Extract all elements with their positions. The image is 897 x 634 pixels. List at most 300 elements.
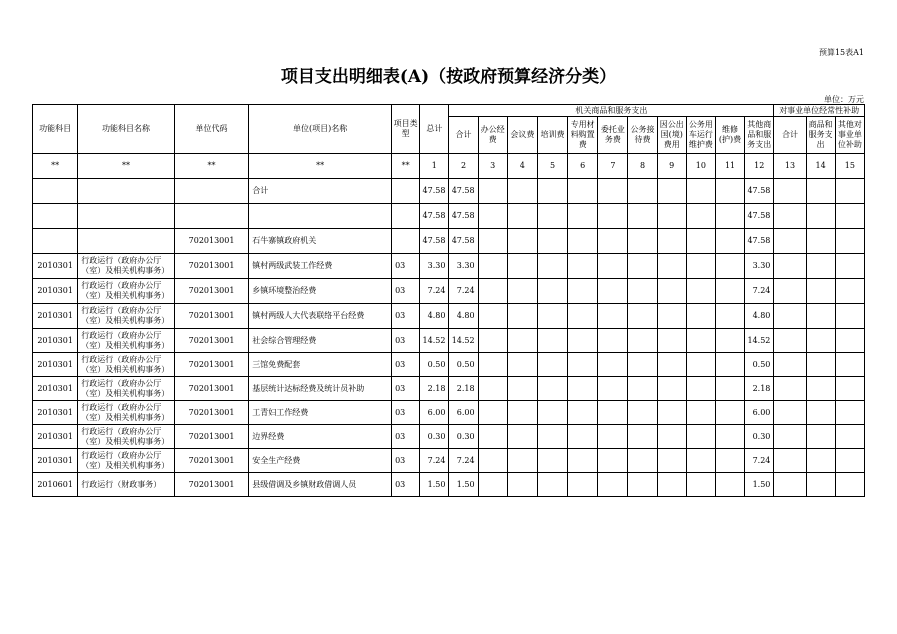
- empty-cell: [657, 473, 686, 497]
- index-cell: 1: [420, 154, 449, 179]
- empty-cell: [806, 329, 835, 353]
- empty-cell: [835, 449, 864, 473]
- empty-cell: [568, 353, 598, 377]
- empty-cell: [628, 179, 657, 204]
- empty-cell: [774, 279, 806, 304]
- header-goods-col: 合计: [449, 117, 478, 154]
- total-cell: 6.00: [420, 401, 449, 425]
- empty-cell: [686, 377, 715, 401]
- empty-cell: [835, 229, 864, 254]
- func-name-cell: 行政运行（政府办公厅（室）及相关机构事务）: [78, 377, 175, 401]
- empty-cell: [598, 279, 628, 304]
- empty-cell: [537, 449, 567, 473]
- func-name-cell: 行政运行（政府办公厅（室）及相关机构事务）: [78, 304, 175, 329]
- empty-cell: [657, 179, 686, 204]
- goods-total-cell: 47.58: [449, 179, 478, 204]
- empty-cell: [835, 425, 864, 449]
- index-cell: 14: [806, 154, 835, 179]
- empty-cell: [774, 353, 806, 377]
- empty-cell: [478, 204, 507, 229]
- empty-cell: [568, 204, 598, 229]
- empty-cell: [537, 179, 567, 204]
- empty-cell: [628, 279, 657, 304]
- unit-name-cell: 边界经费: [249, 425, 392, 449]
- func-code-cell: 2010301: [33, 279, 78, 304]
- empty-cell: [478, 179, 507, 204]
- table-row: [33, 204, 865, 229]
- empty-cell: [598, 473, 628, 497]
- unit-name-cell: 社会综合管理经费: [249, 329, 392, 353]
- proj-type-cell: 03: [392, 304, 420, 329]
- goods-total-cell: 0.30: [449, 425, 478, 449]
- index-cell: 3: [478, 154, 507, 179]
- empty-cell: [686, 449, 715, 473]
- empty-cell: [537, 401, 567, 425]
- header-goods-col: 委托业务费: [598, 117, 628, 154]
- empty-cell: [537, 254, 567, 279]
- empty-cell: [598, 329, 628, 353]
- proj-type-cell: 03: [392, 377, 420, 401]
- unit-name-cell: 安全生产经费: [249, 449, 392, 473]
- func-name-cell: [78, 179, 175, 204]
- other-goods-cell: 4.80: [745, 304, 774, 329]
- empty-cell: [774, 304, 806, 329]
- empty-cell: [806, 254, 835, 279]
- empty-cell: [628, 425, 657, 449]
- index-cell: 15: [835, 154, 864, 179]
- empty-cell: [715, 204, 744, 229]
- index-cell: 2: [449, 154, 478, 179]
- goods-total-cell: 1.50: [449, 473, 478, 497]
- proj-type-cell: 03: [392, 279, 420, 304]
- total-cell: 2.18: [420, 377, 449, 401]
- empty-cell: [628, 304, 657, 329]
- goods-total-cell: 6.00: [449, 401, 478, 425]
- func-name-cell: [78, 204, 175, 229]
- other-goods-cell: 47.58: [745, 229, 774, 254]
- empty-cell: [686, 229, 715, 254]
- empty-cell: [657, 254, 686, 279]
- proj-type-cell: 03: [392, 449, 420, 473]
- goods-total-cell: 47.58: [449, 204, 478, 229]
- empty-cell: [774, 425, 806, 449]
- empty-cell: [835, 304, 864, 329]
- total-cell: 14.52: [420, 329, 449, 353]
- empty-cell: [715, 353, 744, 377]
- table-row: [33, 179, 865, 204]
- empty-cell: [657, 204, 686, 229]
- other-goods-cell: 0.50: [745, 353, 774, 377]
- empty-cell: [715, 279, 744, 304]
- proj-type-cell: 03: [392, 353, 420, 377]
- unit-code-cell: 702013001: [174, 279, 248, 304]
- total-cell: 0.30: [420, 425, 449, 449]
- header-subsidy-col: 其他对事业单位补助: [835, 117, 864, 154]
- index-cell: **: [392, 154, 420, 179]
- total-cell: 0.50: [420, 353, 449, 377]
- empty-cell: [598, 401, 628, 425]
- index-cell: 9: [657, 154, 686, 179]
- empty-cell: [628, 353, 657, 377]
- goods-total-cell: 0.50: [449, 353, 478, 377]
- table-row: [33, 449, 865, 473]
- table-row: [33, 254, 865, 279]
- empty-cell: [657, 401, 686, 425]
- empty-cell: [835, 179, 864, 204]
- header-total: 总计: [420, 105, 449, 154]
- empty-cell: [657, 353, 686, 377]
- index-cell: **: [33, 154, 78, 179]
- empty-cell: [507, 254, 537, 279]
- func-name-cell: 行政运行（政府办公厅（室）及相关机构事务）: [78, 329, 175, 353]
- empty-cell: [686, 254, 715, 279]
- empty-cell: [628, 229, 657, 254]
- empty-cell: [478, 329, 507, 353]
- header-func-code: 功能科目: [33, 105, 78, 154]
- empty-cell: [568, 377, 598, 401]
- empty-cell: [686, 473, 715, 497]
- unit-name-cell: 合计: [249, 179, 392, 204]
- empty-cell: [774, 377, 806, 401]
- other-goods-cell: 1.50: [745, 473, 774, 497]
- empty-cell: [507, 329, 537, 353]
- unit-name-cell: [249, 204, 392, 229]
- header-proj-type: 项目类型: [392, 105, 420, 154]
- empty-cell: [657, 377, 686, 401]
- unit-code-cell: 702013001: [174, 353, 248, 377]
- empty-cell: [835, 254, 864, 279]
- empty-cell: [478, 425, 507, 449]
- index-cell: 6: [568, 154, 598, 179]
- unit-name-cell: 三馆免费配套: [249, 353, 392, 377]
- empty-cell: [568, 279, 598, 304]
- empty-cell: [835, 204, 864, 229]
- index-cell: 11: [715, 154, 744, 179]
- header-unit-name: 单位(项目)名称: [249, 105, 392, 154]
- header-subsidy-col: 合计: [774, 117, 806, 154]
- goods-total-cell: 3.30: [449, 254, 478, 279]
- empty-cell: [568, 254, 598, 279]
- empty-cell: [806, 377, 835, 401]
- func-name-cell: 行政运行（财政事务）: [78, 473, 175, 497]
- empty-cell: [715, 329, 744, 353]
- index-cell: **: [78, 154, 175, 179]
- total-cell: 47.58: [420, 204, 449, 229]
- empty-cell: [715, 377, 744, 401]
- empty-cell: [686, 401, 715, 425]
- table-row: [33, 353, 865, 377]
- empty-cell: [715, 229, 744, 254]
- proj-type-cell: 03: [392, 401, 420, 425]
- empty-cell: [715, 425, 744, 449]
- func-code-cell: [33, 204, 78, 229]
- header-goods-col: 维修(护)费: [715, 117, 744, 154]
- empty-cell: [537, 425, 567, 449]
- empty-cell: [657, 229, 686, 254]
- other-goods-cell: 47.58: [745, 204, 774, 229]
- empty-cell: [598, 204, 628, 229]
- index-cell: 8: [628, 154, 657, 179]
- header-goods-col: 因公出国(境)费用: [657, 117, 686, 154]
- total-cell: 47.58: [420, 229, 449, 254]
- empty-cell: [715, 254, 744, 279]
- empty-cell: [568, 179, 598, 204]
- empty-cell: [628, 401, 657, 425]
- header-goods-col: 办公经费: [478, 117, 507, 154]
- empty-cell: [568, 229, 598, 254]
- empty-cell: [598, 254, 628, 279]
- other-goods-cell: 14.52: [745, 329, 774, 353]
- unit-code-cell: [174, 179, 248, 204]
- other-goods-cell: 6.00: [745, 401, 774, 425]
- empty-cell: [598, 229, 628, 254]
- func-code-cell: 2010301: [33, 353, 78, 377]
- empty-cell: [657, 449, 686, 473]
- empty-cell: [774, 179, 806, 204]
- table-row: [33, 377, 865, 401]
- header-goods-col: 其他商品和服务支出: [745, 117, 774, 154]
- empty-cell: [806, 401, 835, 425]
- table-row: [33, 304, 865, 329]
- proj-type-cell: 03: [392, 329, 420, 353]
- empty-cell: [686, 353, 715, 377]
- empty-cell: [598, 425, 628, 449]
- unit-code-cell: 702013001: [174, 254, 248, 279]
- empty-cell: [806, 353, 835, 377]
- func-code-cell: 2010301: [33, 254, 78, 279]
- func-code-cell: 2010301: [33, 449, 78, 473]
- total-cell: 47.58: [420, 179, 449, 204]
- total-cell: 3.30: [420, 254, 449, 279]
- empty-cell: [628, 329, 657, 353]
- func-code-cell: 2010301: [33, 304, 78, 329]
- empty-cell: [537, 279, 567, 304]
- empty-cell: [835, 377, 864, 401]
- index-cell: 7: [598, 154, 628, 179]
- empty-cell: [478, 401, 507, 425]
- empty-cell: [806, 204, 835, 229]
- empty-cell: [478, 377, 507, 401]
- empty-cell: [537, 473, 567, 497]
- empty-cell: [806, 229, 835, 254]
- table-code: 预算15表A1: [818, 48, 864, 57]
- empty-cell: [774, 329, 806, 353]
- goods-total-cell: 2.18: [449, 377, 478, 401]
- func-name-cell: 行政运行（政府办公厅（室）及相关机构事务）: [78, 279, 175, 304]
- empty-cell: [715, 401, 744, 425]
- empty-cell: [686, 425, 715, 449]
- func-code-cell: 2010301: [33, 329, 78, 353]
- page-title: 项目支出明细表(A)（按政府预算经济分类）: [280, 67, 617, 87]
- func-code-cell: 2010301: [33, 401, 78, 425]
- table-row: [33, 229, 865, 254]
- empty-cell: [686, 179, 715, 204]
- empty-cell: [507, 179, 537, 204]
- empty-cell: [507, 401, 537, 425]
- unit-code-cell: 702013001: [174, 377, 248, 401]
- unit-name-cell: 镇村两级武装工作经费: [249, 254, 392, 279]
- empty-cell: [715, 449, 744, 473]
- total-cell: 7.24: [420, 279, 449, 304]
- table-row: [33, 473, 865, 497]
- total-cell: 4.80: [420, 304, 449, 329]
- empty-cell: [507, 425, 537, 449]
- empty-cell: [598, 179, 628, 204]
- empty-cell: [657, 304, 686, 329]
- empty-cell: [657, 425, 686, 449]
- func-code-cell: 2010601: [33, 473, 78, 497]
- empty-cell: [715, 473, 744, 497]
- empty-cell: [568, 401, 598, 425]
- other-goods-cell: 7.24: [745, 279, 774, 304]
- total-cell: 7.24: [420, 449, 449, 473]
- proj-type-cell: 03: [392, 425, 420, 449]
- empty-cell: [774, 401, 806, 425]
- empty-cell: [686, 329, 715, 353]
- empty-cell: [598, 353, 628, 377]
- unit-name-cell: 工青妇工作经费: [249, 401, 392, 425]
- header-goods-col: 培训费: [537, 117, 567, 154]
- empty-cell: [806, 179, 835, 204]
- empty-cell: [478, 449, 507, 473]
- unit-label: 单位：万元: [824, 95, 864, 104]
- header-subsidy-col: 商品和服务支出: [806, 117, 835, 154]
- unit-code-cell: 702013001: [174, 329, 248, 353]
- proj-type-cell: [392, 204, 420, 229]
- empty-cell: [628, 254, 657, 279]
- empty-cell: [774, 473, 806, 497]
- header-func-name: 功能科目名称: [78, 105, 175, 154]
- empty-cell: [774, 254, 806, 279]
- other-goods-cell: 3.30: [745, 254, 774, 279]
- detail-table: [32, 104, 865, 497]
- empty-cell: [806, 449, 835, 473]
- empty-cell: [507, 353, 537, 377]
- func-name-cell: 行政运行（政府办公厅（室）及相关机构事务）: [78, 254, 175, 279]
- empty-cell: [537, 353, 567, 377]
- empty-cell: [537, 377, 567, 401]
- index-cell: 5: [537, 154, 567, 179]
- other-goods-cell: 7.24: [745, 449, 774, 473]
- empty-cell: [686, 279, 715, 304]
- proj-type-cell: 03: [392, 473, 420, 497]
- unit-code-cell: 702013001: [174, 473, 248, 497]
- goods-total-cell: 7.24: [449, 449, 478, 473]
- proj-type-cell: [392, 179, 420, 204]
- empty-cell: [478, 353, 507, 377]
- header-unit-code: 单位代码: [174, 105, 248, 154]
- empty-cell: [806, 304, 835, 329]
- unit-code-cell: 702013001: [174, 229, 248, 254]
- empty-cell: [598, 449, 628, 473]
- unit-code-cell: 702013001: [174, 401, 248, 425]
- unit-name-cell: 县级借调及乡镇财政借调人员: [249, 473, 392, 497]
- goods-total-cell: 14.52: [449, 329, 478, 353]
- unit-name-cell: 乡镇环境整治经费: [249, 279, 392, 304]
- empty-cell: [507, 377, 537, 401]
- empty-cell: [806, 279, 835, 304]
- empty-cell: [628, 473, 657, 497]
- empty-cell: [507, 229, 537, 254]
- empty-cell: [537, 304, 567, 329]
- table-row: [33, 401, 865, 425]
- empty-cell: [537, 204, 567, 229]
- unit-name-cell: 基层统计达标经费及统计员补助: [249, 377, 392, 401]
- empty-cell: [598, 304, 628, 329]
- header-goods-col: 公务用车运行维护费: [686, 117, 715, 154]
- empty-cell: [507, 449, 537, 473]
- func-name-cell: 行政运行（政府办公厅（室）及相关机构事务）: [78, 353, 175, 377]
- table-row: [33, 425, 865, 449]
- empty-cell: [774, 449, 806, 473]
- empty-cell: [686, 304, 715, 329]
- empty-cell: [478, 254, 507, 279]
- unit-code-cell: [174, 204, 248, 229]
- empty-cell: [568, 449, 598, 473]
- empty-cell: [686, 204, 715, 229]
- empty-cell: [478, 229, 507, 254]
- func-name-cell: 行政运行（政府办公厅（室）及相关机构事务）: [78, 401, 175, 425]
- func-name-cell: 行政运行（政府办公厅（室）及相关机构事务）: [78, 425, 175, 449]
- empty-cell: [628, 377, 657, 401]
- header-goods-col: 会议费: [507, 117, 537, 154]
- empty-cell: [835, 329, 864, 353]
- goods-total-cell: 47.58: [449, 229, 478, 254]
- empty-cell: [478, 473, 507, 497]
- func-name-cell: [78, 229, 175, 254]
- unit-code-cell: 702013001: [174, 425, 248, 449]
- header-goods-col: 专用材料购置费: [568, 117, 598, 154]
- empty-cell: [568, 304, 598, 329]
- table-row: [33, 279, 865, 304]
- func-code-cell: 2010301: [33, 425, 78, 449]
- empty-cell: [835, 473, 864, 497]
- empty-cell: [806, 473, 835, 497]
- goods-total-cell: 4.80: [449, 304, 478, 329]
- empty-cell: [835, 401, 864, 425]
- empty-cell: [715, 304, 744, 329]
- empty-cell: [835, 279, 864, 304]
- index-cell: **: [249, 154, 392, 179]
- empty-cell: [715, 179, 744, 204]
- func-code-cell: [33, 229, 78, 254]
- index-cell: 12: [745, 154, 774, 179]
- empty-cell: [657, 329, 686, 353]
- proj-type-cell: 03: [392, 254, 420, 279]
- empty-cell: [537, 229, 567, 254]
- header-goods-group: 机关商品和服务支出: [449, 105, 774, 117]
- empty-cell: [806, 425, 835, 449]
- index-cell: 4: [507, 154, 537, 179]
- empty-cell: [568, 425, 598, 449]
- total-cell: 1.50: [420, 473, 449, 497]
- goods-total-cell: 7.24: [449, 279, 478, 304]
- empty-cell: [478, 279, 507, 304]
- header-subsidy-group: 对事业单位经常性补助: [774, 105, 865, 117]
- empty-cell: [568, 473, 598, 497]
- index-cell: 13: [774, 154, 806, 179]
- empty-cell: [628, 204, 657, 229]
- empty-cell: [598, 377, 628, 401]
- header-goods-col: 公务接待费: [628, 117, 657, 154]
- table-row: [33, 329, 865, 353]
- unit-code-cell: 702013001: [174, 304, 248, 329]
- empty-cell: [507, 473, 537, 497]
- empty-cell: [835, 353, 864, 377]
- unit-code-cell: 702013001: [174, 449, 248, 473]
- proj-type-cell: [392, 229, 420, 254]
- empty-cell: [478, 304, 507, 329]
